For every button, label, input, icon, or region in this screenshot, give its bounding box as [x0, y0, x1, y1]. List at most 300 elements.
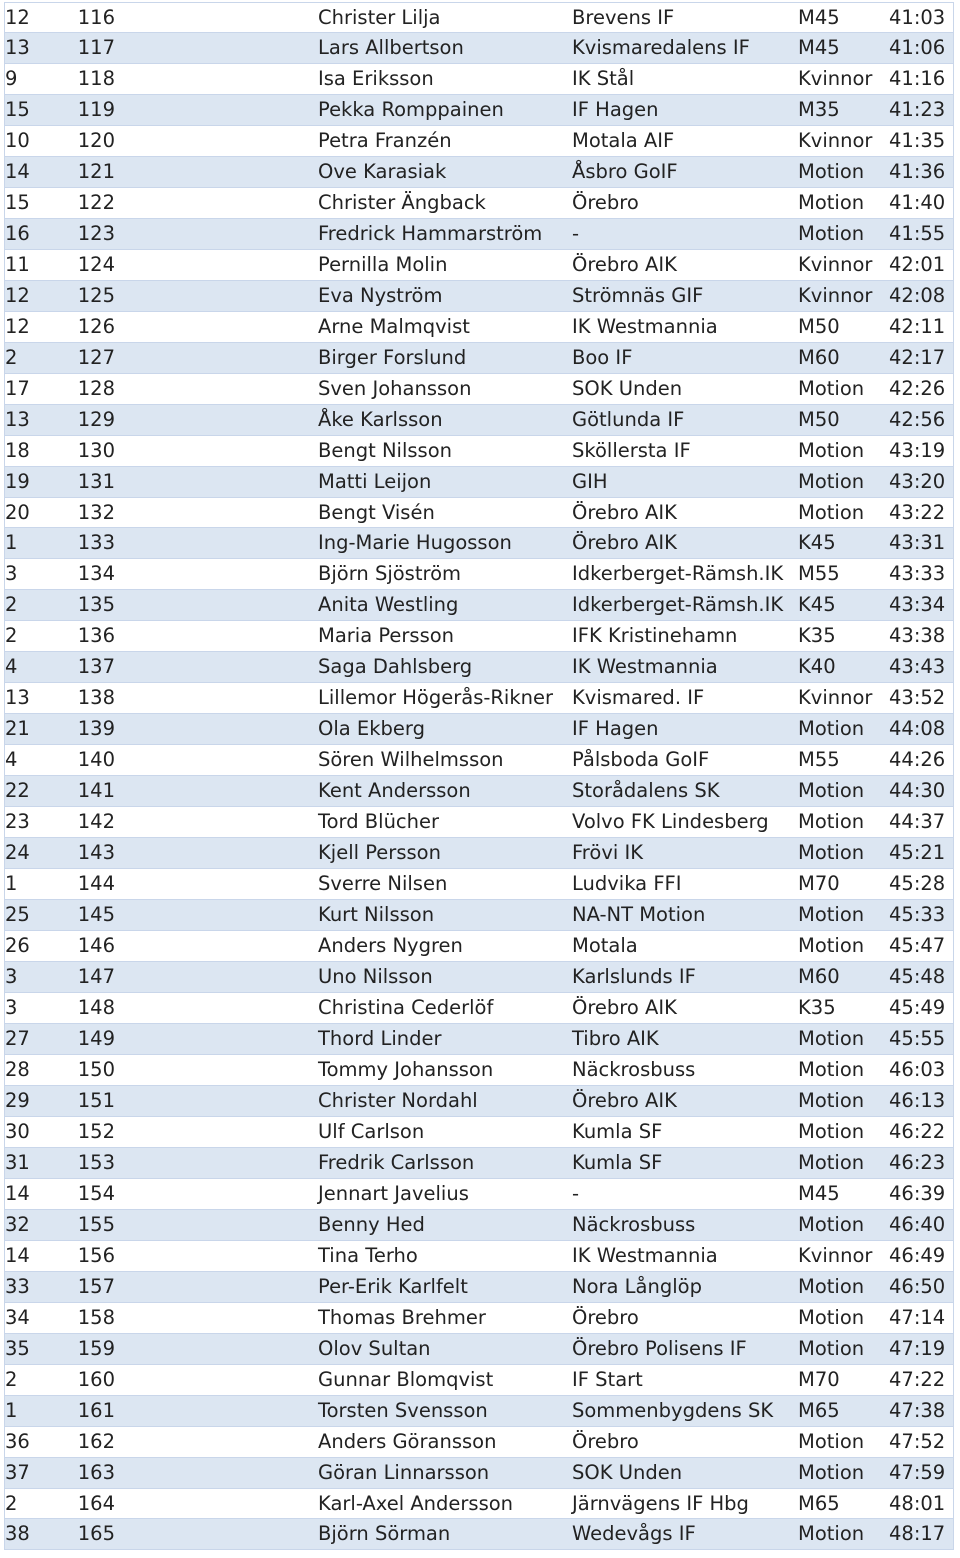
- table-row: [4, 157, 954, 188]
- class-name: Motion: [798, 469, 865, 493]
- runner-name: Christer Lilja: [318, 6, 441, 29]
- club-name: SOK Unden: [572, 376, 683, 400]
- runner-name: Anders Nygren: [318, 934, 463, 958]
- overall-place: 147: [77, 965, 115, 989]
- overall-place: 137: [77, 655, 115, 679]
- overall-place: 120: [77, 128, 115, 152]
- runner-name: Kjell Persson: [318, 841, 441, 865]
- club-name: IK Westmannia: [572, 655, 718, 679]
- class-name: Motion: [798, 717, 865, 741]
- finish-time: 41:06: [889, 35, 946, 59]
- runner-name: Kurt Nilsson: [318, 903, 435, 927]
- overall-place: 117: [77, 35, 115, 59]
- table-row: [4, 1489, 954, 1520]
- table-row: [4, 250, 954, 281]
- overall-place: 132: [77, 500, 115, 524]
- table-row: [4, 1086, 954, 1117]
- class-place: 10: [5, 128, 30, 152]
- table-row: [4, 1241, 954, 1272]
- club-name: Örebro Polisens IF: [572, 1336, 747, 1360]
- finish-time: 44:30: [889, 779, 946, 803]
- overall-place: 144: [77, 872, 115, 896]
- overall-place: 118: [77, 66, 115, 90]
- class-name: Kvinnor: [798, 686, 873, 710]
- class-name: M45: [798, 35, 840, 59]
- class-place: 11: [5, 252, 30, 276]
- runner-name: Torsten Svensson: [318, 1398, 488, 1422]
- overall-place: 122: [77, 190, 115, 214]
- finish-time: 47:19: [889, 1336, 946, 1360]
- class-place: 15: [5, 97, 30, 121]
- club-name: Kvismaredalens IF: [572, 35, 750, 59]
- class-name: M50: [798, 407, 840, 431]
- class-name: Motion: [798, 1119, 865, 1143]
- class-place: 1: [5, 872, 18, 896]
- runner-name: Saga Dahlsberg: [318, 655, 473, 679]
- overall-place: 130: [77, 438, 115, 462]
- runner-name: Åke Karlsson: [318, 407, 443, 431]
- overall-place: 129: [77, 407, 115, 431]
- table-row: [4, 1396, 954, 1427]
- finish-time: 42:11: [889, 314, 946, 338]
- table-row: [4, 498, 954, 529]
- table-row: [4, 1179, 954, 1210]
- club-name: Åsbro GoIF: [572, 159, 678, 183]
- class-place: 13: [5, 35, 30, 59]
- table-row: [4, 95, 954, 126]
- table-row: [4, 281, 954, 312]
- club-name: IK Westmannia: [572, 314, 718, 338]
- class-place: 2: [5, 1491, 18, 1515]
- class-name: K40: [798, 655, 836, 679]
- table-row: [4, 343, 954, 374]
- finish-time: 46:40: [889, 1212, 946, 1236]
- club-name: Motala AIF: [572, 128, 675, 152]
- runner-name: Fredrik Carlsson: [318, 1150, 475, 1174]
- class-place: 4: [5, 748, 18, 772]
- class-place: 18: [5, 438, 30, 462]
- class-name: M55: [798, 562, 840, 586]
- runner-name: Birger Forslund: [318, 345, 467, 369]
- class-place: 14: [5, 1181, 30, 1205]
- overall-place: 159: [77, 1336, 115, 1360]
- finish-time: 46:22: [889, 1119, 946, 1143]
- club-name: IF Hagen: [572, 97, 659, 121]
- overall-place: 156: [77, 1243, 115, 1267]
- finish-time: 45:33: [889, 903, 946, 927]
- finish-time: 42:17: [889, 345, 946, 369]
- class-name: Kvinnor: [798, 128, 873, 152]
- class-place: 3: [5, 562, 18, 586]
- overall-place: 134: [77, 562, 115, 586]
- class-place: 34: [5, 1305, 30, 1329]
- overall-place: 153: [77, 1150, 115, 1174]
- table-row: [4, 312, 954, 343]
- runner-name: Pekka Romppainen: [318, 97, 504, 121]
- class-place: 19: [5, 469, 30, 493]
- club-name: Ludvika FFI: [572, 872, 682, 896]
- table-row: [4, 993, 954, 1024]
- finish-time: 41:23: [889, 97, 946, 121]
- class-name: M35: [798, 97, 840, 121]
- class-place: 37: [5, 1460, 30, 1484]
- runner-name: Sverre Nilsen: [318, 872, 448, 896]
- class-name: Motion: [798, 1460, 865, 1484]
- table-row: [4, 2, 954, 33]
- overall-place: 128: [77, 376, 115, 400]
- runner-name: Björn Sjöström: [318, 562, 462, 586]
- club-name: Motala: [572, 934, 638, 958]
- finish-time: 45:55: [889, 1026, 946, 1050]
- overall-place: 127: [77, 345, 115, 369]
- table-row: [4, 683, 954, 714]
- club-name: Pålsboda GoIF: [572, 748, 710, 772]
- club-name: Kumla SF: [572, 1150, 663, 1174]
- class-name: M45: [798, 6, 840, 29]
- finish-time: 41:35: [889, 128, 946, 152]
- club-name: -: [572, 221, 580, 245]
- finish-time: 43:38: [889, 624, 946, 648]
- table-row: [4, 776, 954, 807]
- class-place: 28: [5, 1057, 30, 1081]
- class-place: 25: [5, 903, 30, 927]
- table-row: [4, 652, 954, 683]
- club-name: Götlunda IF: [572, 407, 685, 431]
- class-name: Kvinnor: [798, 1243, 873, 1267]
- overall-place: 161: [77, 1398, 115, 1422]
- overall-place: 150: [77, 1057, 115, 1081]
- club-name: IF Hagen: [572, 717, 659, 741]
- overall-place: 154: [77, 1181, 115, 1205]
- class-name: M60: [798, 345, 840, 369]
- class-place: 35: [5, 1336, 30, 1360]
- class-name: Kvinnor: [798, 252, 873, 276]
- overall-place: 158: [77, 1305, 115, 1329]
- club-name: IF Start: [572, 1367, 643, 1391]
- class-place: 30: [5, 1119, 30, 1143]
- finish-time: 46:50: [889, 1274, 946, 1298]
- class-place: 2: [5, 345, 18, 369]
- class-name: M50: [798, 314, 840, 338]
- table-row: [4, 126, 954, 157]
- class-place: 33: [5, 1274, 30, 1298]
- overall-place: 160: [77, 1367, 115, 1391]
- class-name: Motion: [798, 1026, 865, 1050]
- runner-name: Petra Franzén: [318, 128, 452, 152]
- runner-name: Karl-Axel Andersson: [318, 1491, 514, 1515]
- overall-place: 140: [77, 748, 115, 772]
- table-row: [4, 1148, 954, 1179]
- table-row: [4, 931, 954, 962]
- class-name: Motion: [798, 934, 865, 958]
- club-name: Frövi IK: [572, 841, 644, 865]
- runner-name: Thomas Brehmer: [318, 1305, 486, 1329]
- class-name: Kvinnor: [798, 66, 873, 90]
- table-row: [4, 1519, 954, 1550]
- runner-name: Tord Blücher: [318, 810, 440, 834]
- overall-place: 163: [77, 1460, 115, 1484]
- overall-place: 165: [77, 1522, 115, 1546]
- table-row: [4, 1427, 954, 1458]
- class-place: 14: [5, 1243, 30, 1267]
- results-table: [0, 2, 960, 1550]
- table-row: [4, 1365, 954, 1396]
- class-name: M60: [798, 965, 840, 989]
- finish-time: 43:43: [889, 655, 946, 679]
- club-name: Boo IF: [572, 345, 633, 369]
- finish-time: 41:03: [889, 6, 946, 29]
- club-name: SOK Unden: [572, 1460, 683, 1484]
- overall-place: 124: [77, 252, 115, 276]
- class-place: 3: [5, 965, 18, 989]
- class-place: 12: [5, 314, 30, 338]
- class-name: Motion: [798, 438, 865, 462]
- class-name: Motion: [798, 903, 865, 927]
- class-place: 24: [5, 841, 30, 865]
- class-name: Motion: [798, 810, 865, 834]
- class-name: Motion: [798, 1274, 865, 1298]
- runner-name: Bengt Nilsson: [318, 438, 452, 462]
- class-place: 29: [5, 1088, 30, 1112]
- class-name: Motion: [798, 500, 865, 524]
- class-name: M55: [798, 748, 840, 772]
- club-name: Örebro: [572, 1305, 639, 1329]
- table-row: [4, 745, 954, 776]
- table-row: [4, 1117, 954, 1148]
- table-row: [4, 869, 954, 900]
- class-place: 9: [5, 66, 18, 90]
- overall-place: 142: [77, 810, 115, 834]
- class-name: K35: [798, 624, 836, 648]
- runner-name: Ove Karasiak: [318, 159, 447, 183]
- finish-time: 41:16: [889, 66, 946, 90]
- runner-name: Benny Hed: [318, 1212, 425, 1236]
- class-place: 12: [5, 6, 30, 29]
- finish-time: 42:56: [889, 407, 946, 431]
- runner-name: Isa Eriksson: [318, 66, 434, 90]
- class-place: 2: [5, 624, 18, 648]
- overall-place: 123: [77, 221, 115, 245]
- club-name: Örebro AIK: [572, 500, 677, 524]
- runner-name: Maria Persson: [318, 624, 455, 648]
- class-name: M45: [798, 1181, 840, 1205]
- finish-time: 46:13: [889, 1088, 946, 1112]
- class-place: 14: [5, 159, 30, 183]
- overall-place: 126: [77, 314, 115, 338]
- table-row: [4, 219, 954, 250]
- runner-name: Ulf Carlson: [318, 1119, 425, 1143]
- overall-place: 157: [77, 1274, 115, 1298]
- table-row: [4, 405, 954, 436]
- club-name: Karlslunds IF: [572, 965, 696, 989]
- table-row: [4, 559, 954, 590]
- table-row: [4, 374, 954, 405]
- finish-time: 43:31: [889, 531, 946, 555]
- finish-time: 43:20: [889, 469, 946, 493]
- runner-name: Eva Nyström: [318, 283, 443, 307]
- finish-time: 47:52: [889, 1429, 946, 1453]
- club-name: Sköllersta IF: [572, 438, 691, 462]
- table-row: [4, 1210, 954, 1241]
- class-place: 2: [5, 1367, 18, 1391]
- club-name: Örebro AIK: [572, 1088, 677, 1112]
- class-place: 20: [5, 500, 30, 524]
- overall-place: 155: [77, 1212, 115, 1236]
- club-name: Strömnäs GIF: [572, 283, 704, 307]
- class-place: 26: [5, 934, 30, 958]
- finish-time: 41:40: [889, 190, 946, 214]
- runner-name: Bengt Visén: [318, 500, 435, 524]
- club-name: IFK Kristinehamn: [572, 624, 738, 648]
- runner-name: Per-Erik Karlfelt: [318, 1274, 468, 1298]
- class-place: 3: [5, 996, 18, 1019]
- class-name: Motion: [798, 221, 865, 245]
- finish-time: 45:47: [889, 934, 946, 958]
- finish-time: 46:39: [889, 1181, 946, 1205]
- club-name: Örebro AIK: [572, 996, 677, 1019]
- finish-time: 43:19: [889, 438, 946, 462]
- overall-place: 116: [77, 6, 115, 29]
- class-name: Motion: [798, 1057, 865, 1081]
- class-place: 12: [5, 283, 30, 307]
- class-name: Motion: [798, 1336, 865, 1360]
- table-row: [4, 436, 954, 467]
- class-place: 15: [5, 190, 30, 214]
- overall-place: 138: [77, 686, 115, 710]
- club-name: IK Stål: [572, 66, 635, 90]
- club-name: Kumla SF: [572, 1119, 663, 1143]
- overall-place: 133: [77, 531, 115, 555]
- finish-time: 47:38: [889, 1398, 946, 1422]
- runner-name: Pernilla Molin: [318, 252, 448, 276]
- overall-place: 121: [77, 159, 115, 183]
- class-name: Motion: [798, 190, 865, 214]
- table-row: [4, 528, 954, 559]
- class-place: 36: [5, 1429, 30, 1453]
- table-row: [4, 1458, 954, 1489]
- table-row: [4, 64, 954, 95]
- table-row: [4, 1272, 954, 1303]
- club-name: -: [572, 1181, 580, 1205]
- class-name: Motion: [798, 1305, 865, 1329]
- club-name: Volvo FK Lindesberg: [572, 810, 769, 834]
- class-place: 27: [5, 1026, 30, 1050]
- finish-time: 46:03: [889, 1057, 946, 1081]
- runner-name: Matti Leijon: [318, 469, 432, 493]
- overall-place: 141: [77, 779, 115, 803]
- table-row: [4, 1024, 954, 1055]
- finish-time: 45:48: [889, 965, 946, 989]
- class-name: M70: [798, 1367, 840, 1391]
- runner-name: Christina Cederlöf: [318, 996, 494, 1019]
- class-place: 23: [5, 810, 30, 834]
- overall-place: 149: [77, 1026, 115, 1050]
- runner-name: Ola Ekberg: [318, 717, 425, 741]
- club-name: Sommenbygdens SK: [572, 1398, 774, 1422]
- runner-name: Björn Sörman: [318, 1522, 451, 1546]
- overall-place: 164: [77, 1491, 115, 1515]
- table-row: [4, 1303, 954, 1334]
- runner-name: Olov Sultan: [318, 1336, 431, 1360]
- runner-name: Ing-Marie Hugosson: [318, 531, 512, 555]
- finish-time: 43:22: [889, 500, 946, 524]
- table-row: [4, 590, 954, 621]
- runner-name: Tina Terho: [318, 1243, 418, 1267]
- class-name: K45: [798, 593, 836, 617]
- finish-time: 42:26: [889, 376, 946, 400]
- finish-time: 46:49: [889, 1243, 946, 1267]
- runner-name: Christer Ängback: [318, 190, 486, 214]
- finish-time: 47:14: [889, 1305, 946, 1329]
- finish-time: 45:28: [889, 872, 946, 896]
- class-name: Motion: [798, 1429, 865, 1453]
- runner-name: Jennart Javelius: [318, 1181, 469, 1205]
- class-place: 1: [5, 531, 18, 555]
- class-place: 13: [5, 686, 30, 710]
- club-name: Örebro AIK: [572, 252, 677, 276]
- club-name: GIH: [572, 469, 608, 493]
- club-name: Örebro: [572, 1429, 639, 1453]
- class-name: Motion: [798, 376, 865, 400]
- class-name: K35: [798, 996, 836, 1019]
- overall-place: 148: [77, 996, 115, 1019]
- table-row: [4, 962, 954, 993]
- runner-name: Tommy Johansson: [318, 1057, 494, 1081]
- finish-time: 46:23: [889, 1150, 946, 1174]
- overall-place: 125: [77, 283, 115, 307]
- club-name: Örebro AIK: [572, 531, 677, 555]
- runner-name: Sören Wilhelmsson: [318, 748, 504, 772]
- overall-place: 162: [77, 1429, 115, 1453]
- club-name: Näckrosbuss: [572, 1212, 696, 1236]
- table-row: [4, 807, 954, 838]
- club-name: Wedevågs IF: [572, 1522, 696, 1546]
- club-name: Järnvägens IF Hbg: [572, 1491, 749, 1515]
- finish-time: 48:17: [889, 1522, 946, 1546]
- runner-name: Christer Nordahl: [318, 1088, 478, 1112]
- class-name: Motion: [798, 1522, 865, 1546]
- overall-place: 139: [77, 717, 115, 741]
- club-name: Näckrosbuss: [572, 1057, 696, 1081]
- overall-place: 152: [77, 1119, 115, 1143]
- runner-name: Anita Westling: [318, 593, 459, 617]
- overall-place: 135: [77, 593, 115, 617]
- table-row: [4, 714, 954, 745]
- overall-place: 143: [77, 841, 115, 865]
- finish-time: 42:01: [889, 252, 946, 276]
- club-name: NA-NT Motion: [572, 903, 706, 927]
- runner-name: Lars Allbertson: [318, 35, 464, 59]
- table-row: [4, 1334, 954, 1365]
- class-place: 38: [5, 1522, 30, 1546]
- finish-time: 48:01: [889, 1491, 946, 1515]
- finish-time: 43:33: [889, 562, 946, 586]
- club-name: Idkerberget-Rämsh.IK: [572, 593, 784, 617]
- finish-time: 42:08: [889, 283, 946, 307]
- overall-place: 136: [77, 624, 115, 648]
- runner-name: Gunnar Blomqvist: [318, 1367, 494, 1391]
- class-place: 1: [5, 1398, 18, 1422]
- runner-name: Fredrick Hammarström: [318, 221, 543, 245]
- overall-place: 151: [77, 1088, 115, 1112]
- club-name: Kvismared. IF: [572, 686, 705, 710]
- class-name: Kvinnor: [798, 283, 873, 307]
- table-row: [4, 188, 954, 219]
- runner-name: Uno Nilsson: [318, 965, 433, 989]
- class-place: 17: [5, 376, 30, 400]
- finish-time: 47:59: [889, 1460, 946, 1484]
- finish-time: 43:34: [889, 593, 946, 617]
